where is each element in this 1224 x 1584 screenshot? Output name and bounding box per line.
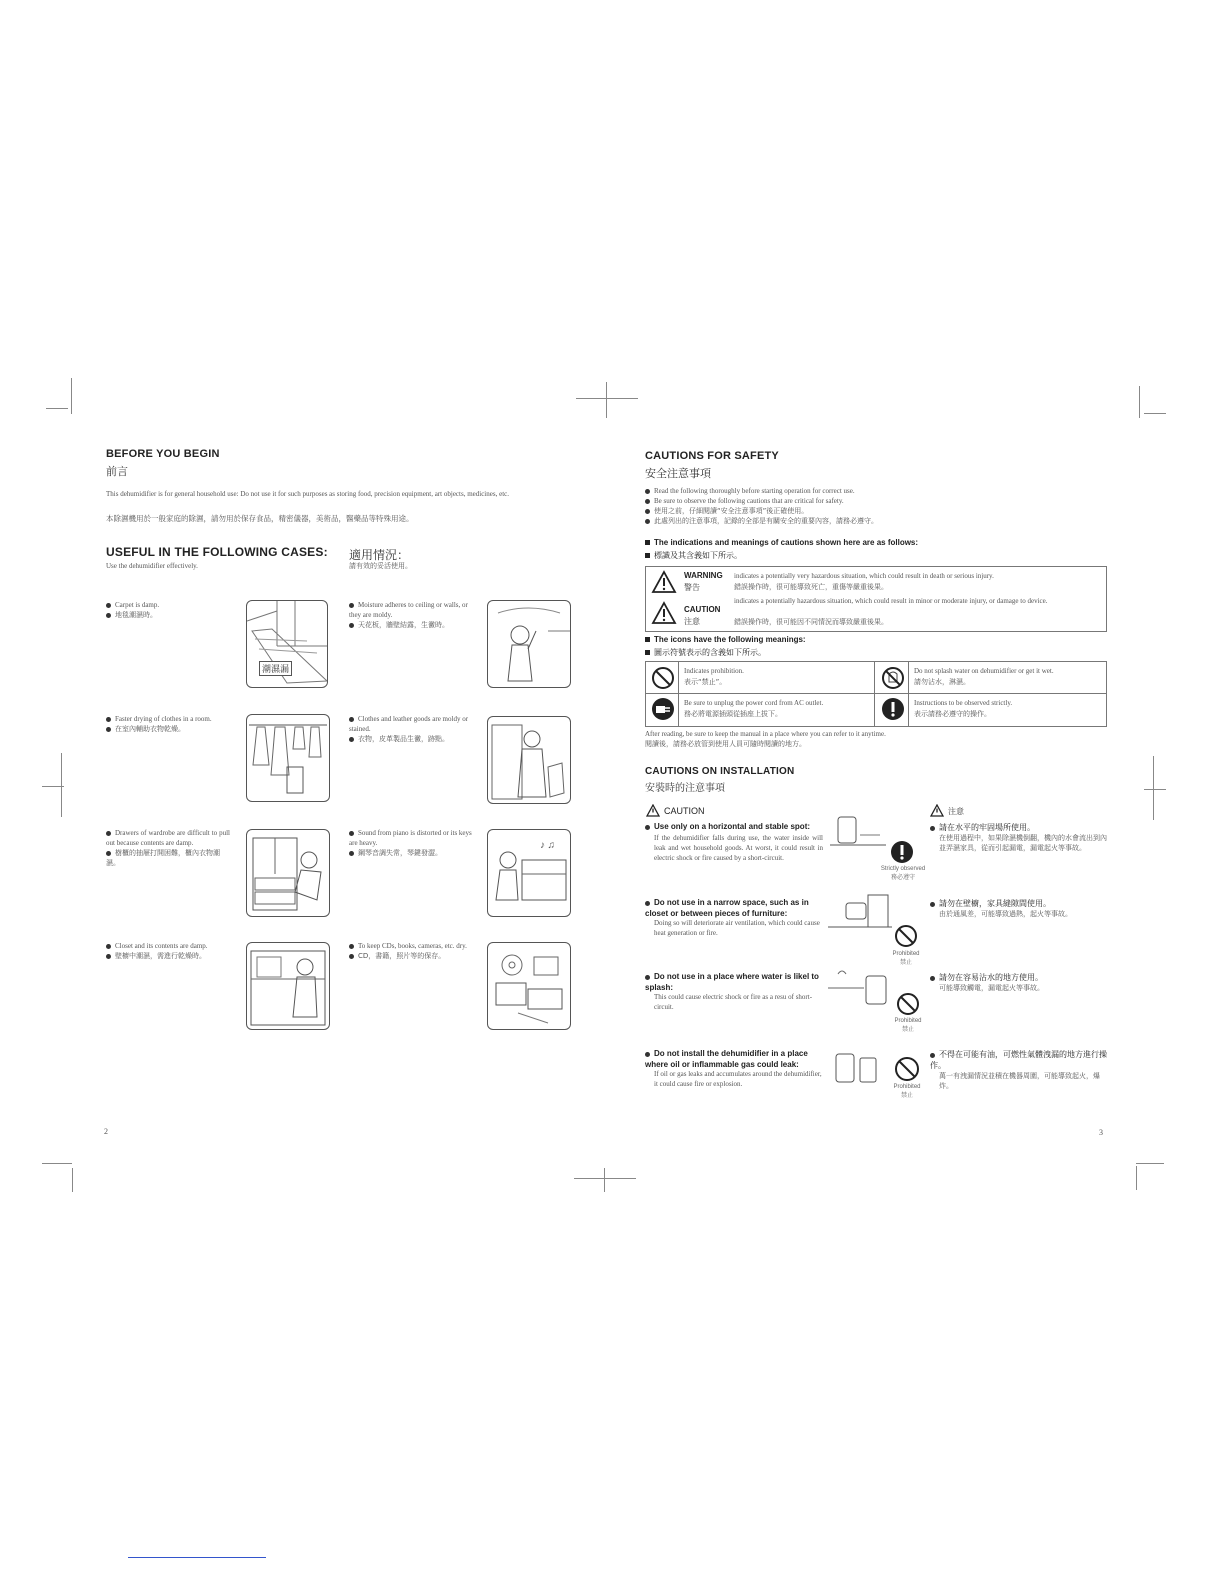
piano-illustration [487,829,571,917]
crop-mark [604,1168,605,1192]
case-clothes-drying: Faster drying of clothes in a room. 在室內輔助衣物乾燥。 [106,714,230,734]
icons-title: The icons have the following meanings: [645,635,806,644]
crop-mark [1136,1166,1137,1190]
icons-title-zh: 圖示符號表示的含義如下所示。 [645,647,766,658]
case-drawers: Drawers of wardrobe are difficult to pull out because contents are damp. 樹櫃的抽屜打開困難，櫃內衣物潮濕。 [106,829,230,867]
splash-illustration [828,968,892,1008]
ceiling-illustration [487,600,571,688]
closet-illustration [246,942,330,1030]
caution-label: CAUTION [684,605,721,614]
unplug-icon [651,697,675,721]
prohibition-icon [651,666,675,690]
install-item-splash: Do not use in a place where water is likel to splash: This could cause electric shock or fire as a resu of short-circuit. [645,972,819,1011]
caution-text: indicates a potentially hazardous situation, which could result in minor or moderate injury, or damage to device. [734,597,1048,605]
caution-icon [646,804,660,817]
caution-triangle-icon [651,601,677,625]
crop-mark [72,1168,73,1192]
strictly-observed-label: Strictly observed 務必遵守 [880,866,926,881]
icons-table [645,661,1107,727]
no-gas-icon [894,1056,920,1082]
clothes-illustration [246,714,330,802]
warning-caution-table [645,566,1107,632]
after-text: After reading, be sure to keep the manual in a place where you can refer to it anytime. [645,730,886,738]
indications-title-zh: 標識及其含義如下所示。 [645,550,742,561]
crop-mark [574,1178,636,1179]
page-number-left: 2 [104,1127,108,1136]
leather-illustration [487,716,571,804]
install-item-gas: Do not install the dehumidifier in a place where oil or inflammable gas could leak: If oil or gas leaks and accumulates around the dehumidifier, it could cause fire or explosion. [645,1049,822,1088]
crop-mark [1153,756,1154,820]
no-water-text-zh: 請勿沾水，淋濕。 [914,678,970,686]
no-water-text: Do not splash water on dehumidifier or get it wet. [914,667,1054,675]
after-text-zh: 閱讀後，請務必放管到使用人員可隨時閱讀的地方。 [645,740,806,748]
before-title: BEFORE YOU BEGIN [106,448,220,460]
warning-text-zh: 錯誤操作時，很可能導致死亡，重傷等嚴重後果。 [734,583,888,591]
prohibited-label: Prohibited 禁止 [894,1018,922,1033]
install-title: CAUTIONS ON INSTALLATION [645,766,795,777]
prohibited-icon [894,924,918,948]
unplug-text-zh: 務必將電源插頭從插座上拔下。 [684,710,782,718]
install-item-gas-zh: 不得在可能有油，可燃性氣體洩漏的地方進行操作。 萬一有洩漏情況並積在機器周圍，可能導致起火，爆炸。 [930,1050,1107,1090]
crop-mark [46,408,68,409]
warning-text: indicates a potentially very hazardous situation, which could result in death or serious injury. [734,572,994,580]
before-text-zh: 本除濕機用於一般家庭的除濕，請勿用於保存食品，精密儀器，美術品，醫藥品等特殊用途。 [106,514,414,523]
strictly-observed-icon [890,840,914,864]
horizontal-spot-illustration [830,815,886,851]
prohibited-label: Prohibited 禁止 [892,951,920,966]
crop-mark [1136,1163,1164,1164]
warning-triangle-icon [651,570,677,594]
prohibition-text: Indicates prohibition. [684,667,744,675]
crop-mark [576,398,638,399]
useful-title: USEFUL IN THE FOLLOWING CASES: [106,545,328,559]
crop-mark [1144,789,1166,790]
cautions-title-zh: 安全注意事項 [645,467,711,480]
cautions-title: CAUTIONS FOR SAFETY [645,450,779,462]
narrow-space-illustration [828,893,892,929]
install-item-narrow-zh: 請勿在壁櫥，家具縫隙間使用。 由於通風差，可能導致過熱，起火等事故。 [930,898,1108,919]
carpet-sign: 潮濕漏 [259,661,292,676]
install-item-splash-zh: 請勿在容易沾水的地方使用。 可能導致觸電，漏電起火等事故。 [930,972,1108,993]
crop-mark [1139,386,1140,418]
unplug-text: Be sure to unplug the power cord from AC outlet. [684,699,824,707]
crop-mark [606,382,607,418]
caution-icon [930,804,944,817]
install-item-horizontal: Use only on a horizontal and stable spot: If the dehumidifier falls during use, the water inside will leak and wet household goods. At worst, it could result in electric shock or fire caused by a short-circuit. [645,822,823,863]
page-number-right: 3 [1099,1128,1103,1137]
before-title-zh: 前言 [106,465,128,478]
crop-mark [1144,413,1166,414]
warning-label-zh: 警告 [684,583,700,592]
crop-mark [42,786,64,787]
prohibited-label: Prohibited 禁止 [893,1084,921,1099]
gas-illustration [832,1050,882,1086]
case-ceiling: Moisture adheres to ceiling or walls, or they are moldy. 天花板，牆壁結露，生黴時。 [349,601,468,629]
install-title-zh: 安裝時的注意事項 [645,783,725,794]
case-piano: Sound from piano is distorted or its keys are heavy. 鋼琴音調失常，琴鍵發澀。 [349,829,472,857]
svg-text:♪ ♫: ♪ ♫ [540,840,555,851]
case-carpet: Carpet is damp. 地毯潮濕時。 [106,600,226,620]
drawers-illustration [246,829,330,917]
no-splash-icon [896,992,920,1016]
caution-text-zh: 錯誤操作時，很可能因不同情況而導致嚴重後果。 [734,618,888,626]
link-underline [128,1557,266,1558]
case-closet: Closet and its contents are damp. 壁櫥中潮濕，需進行乾燥時。 [106,941,230,961]
warning-label: WARNING [684,571,723,580]
useful-sub-zh: 請有效的妥活使用。 [349,562,412,570]
install-item-horizontal-zh: 請在水平的牢固場所使用。 在使用過程中，如果除濕機倒翻，機內的水會流出到內並弄濕家具，從而引起漏電，漏電起火等事故。 [930,822,1108,853]
mandatory-text: Instructions to be observed strictly. [914,699,1013,707]
carpet-illustration [246,600,328,688]
mandatory-text-zh: 表示請務必遵守的操作。 [914,710,991,718]
cds-illustration [487,942,571,1030]
indications-title: The indications and meanings of cautions shown here are as follows: [645,538,918,547]
install-item-narrow: Do not use in a narrow space, such as in closet or between pieces of furniture: Doing so will deteriorate air ventilation, which could cause heat generation or fire. [645,898,820,937]
prohibition-text-zh: 表示“禁止”。 [684,678,727,686]
crop-mark [61,753,62,817]
case-leather: Clothes and leather goods are moldy or stained. 衣物，皮革製品生黴，跡點。 [349,715,469,743]
before-text: This dehumidifier is for general household use: Do not use it for such purposes as storing food, precision equipment, art objects, medicines, etc. [106,490,509,498]
install-caution-head-zh: 注意 [930,801,964,819]
useful-sub: Use the dehumidifier effectively. [106,562,198,570]
useful-title-zh: 適用情況： [349,548,410,562]
crop-mark [71,378,72,414]
install-caution-head: CAUTION [646,801,705,819]
caution-label-zh: 注意 [684,617,700,626]
cautions-bullets: Read the following thoroughly before starting operation for correct use. Be sure to observe the following cautions that are critical for safety. 使用之前，仔細閱讀“安全注意事項”後正確使用。 此處列出的注意事項，記錄的全部是有關安全的重要內容，請務必遵守。 [645,486,1105,526]
mandatory-icon [881,697,905,721]
case-cds: To keep CDs, books, cameras, etc. dry. CD，書籍，照片等的保存。 [349,941,477,961]
no-water-icon [881,666,905,690]
crop-mark [42,1163,72,1164]
